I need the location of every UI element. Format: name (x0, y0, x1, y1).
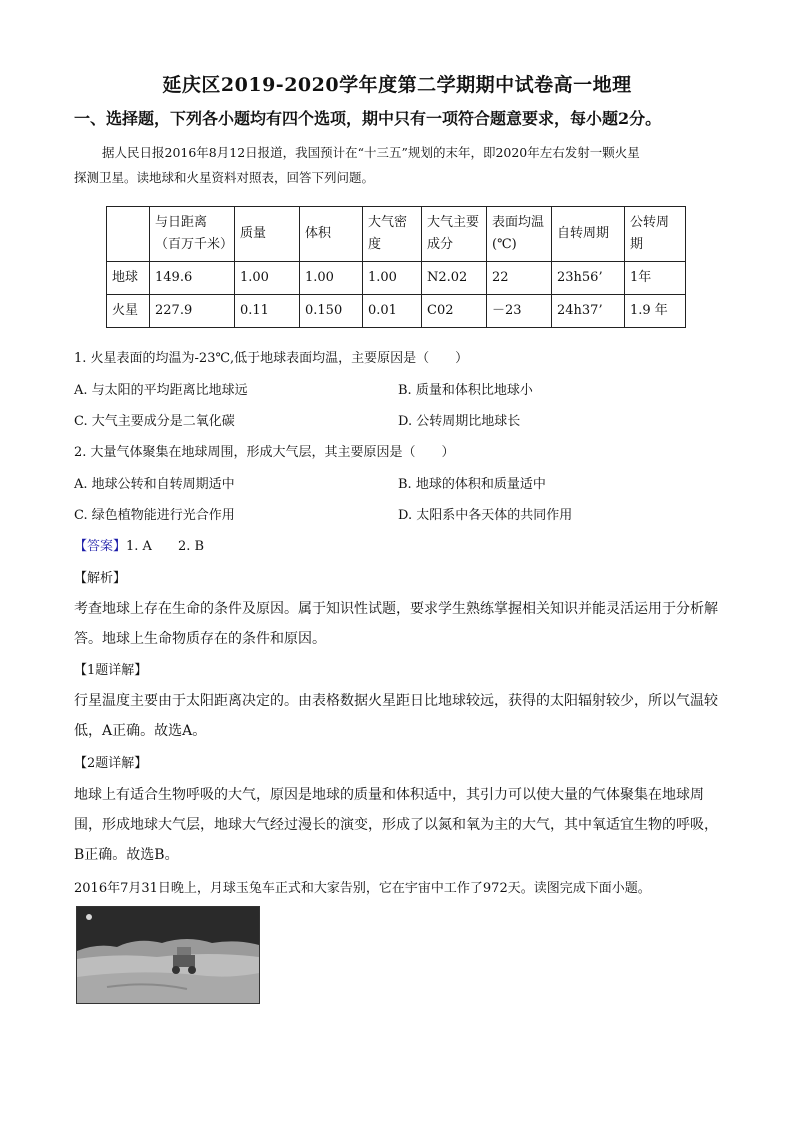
intro-paragraph (74, 140, 734, 190)
question-2-option-b[interactable]: B. 地球的体积和质量适中 (398, 477, 546, 492)
answer-line (74, 535, 204, 554)
table-cell: 1.00 (300, 262, 363, 295)
lunar-rover-photo (76, 906, 260, 1004)
table-header-row (107, 207, 686, 262)
intro-line-1: 据人民日报2016年8月12日报道，我国预计在“十三五”规划的末年，即2020年左右发射一颗火星 (102, 145, 640, 160)
table-cell: C02 (422, 295, 487, 328)
detail-1-label: 【1题详解】 (74, 663, 148, 678)
question-1-option-a[interactable]: A. 与太阳的平均距离比地球远 (74, 383, 248, 398)
answer-label: 【答案】 (74, 539, 127, 554)
table-header-cell: 质量 (235, 207, 300, 262)
detail-1-paragraph: 行星温度主要由于太阳距离决定的。由表格数据火星距日比地球较远，获得的太阳辐射较少，所以气温较低，A正确。故选A。 (74, 693, 718, 739)
table-cell: 1.00 (363, 262, 422, 295)
question-1-option-d[interactable]: D. 公转周期比地球长 (398, 414, 521, 429)
analysis-label: 【解析】 (74, 571, 127, 586)
table-cell: 1.9 年 (625, 295, 686, 328)
detail-2-paragraph: 地球上有适合生物呼吸的大气，原因是地球的质量和体积适中，其引力可以使大量的气体聚集在地球周围，形成地球大气层，地球大气经过漫长的演变，形成了以氮和氧为主的大气，其中氧适宜生物的呼吸，B正确。故选B。 (74, 787, 718, 863)
table-cell: 24h37’ (552, 295, 625, 328)
table-header-cell: 与日距离（百万千米） (150, 207, 235, 262)
table-cell: －23 (487, 295, 552, 328)
intro-line-2: 探测卫星。读地球和火星资料对照表，回答下列问题。 (74, 170, 375, 185)
question-1-option-c[interactable]: C. 大气主要成分是二氧化碳 (74, 414, 235, 429)
table-cell: 149.6 (150, 262, 235, 295)
table-header-cell: 体积 (300, 207, 363, 262)
table-cell: 0.150 (300, 295, 363, 328)
table-cell: 1年 (625, 262, 686, 295)
table-cell: 22 (487, 262, 552, 295)
table-cell: 227.9 (150, 295, 235, 328)
table-cell: 0.11 (235, 295, 300, 328)
answer-text: 1. A 2. B (126, 539, 205, 554)
table-cell: 23h56’ (552, 262, 625, 295)
question-2-option-a[interactable]: A. 地球公转和自转周期适中 (74, 477, 235, 492)
table-cell: 火星 (107, 295, 150, 328)
page-title: 延庆区2019-2020学年度第二学期期中试卷高一地理 (162, 74, 632, 96)
question-2-option-c[interactable]: C. 绿色植物能进行光合作用 (74, 508, 235, 523)
table-cell: 地球 (107, 262, 150, 295)
table-header-cell: 公转周期 (625, 207, 686, 262)
question-1-option-b[interactable]: B. 质量和体积比地球小 (398, 383, 533, 398)
table-header-cell: 大气主要成分 (422, 207, 487, 262)
planet-comparison-table (106, 206, 686, 328)
question-2-stem: 2. 大量气体聚集在地球周围，形成大气层，其主要原因是（ ） (74, 445, 455, 460)
table-cell: 1.00 (235, 262, 300, 295)
table-row (107, 295, 686, 328)
table-cell: 0.01 (363, 295, 422, 328)
table-header-cell: 表面均温(℃) (487, 207, 552, 262)
section-heading: 一、选择题，下列各小题均有四个选项，期中只有一项符合题意要求，每小题2分。 (74, 109, 662, 128)
detail-2-label: 【2题详解】 (74, 756, 148, 771)
lunar-rover-image (77, 907, 259, 1003)
analysis-paragraph: 考查地球上存在生命的条件及原因。属于知识性试题，要求学生熟练掌握相关知识并能灵活运用于分析解答。地球上生命物质存在的条件和原因。 (74, 601, 718, 647)
table-row (107, 262, 686, 295)
table-header-cell (107, 207, 150, 262)
table-cell: N2.02 (422, 262, 487, 295)
question-1-stem: 1. 火星表面的均温为-23℃,低于地球表面均温，主要原因是（ ） (74, 351, 469, 366)
table-header-cell: 自转周期 (552, 207, 625, 262)
table-header-cell: 大气密度 (363, 207, 422, 262)
next-question-intro: 2016年7月31日晚上，月球玉兔车正式和大家告别，它在宇宙中工作了972天。读图完成下面小题。 (74, 881, 651, 896)
question-2-option-d[interactable]: D. 太阳系中各天体的共同作用 (398, 508, 573, 523)
